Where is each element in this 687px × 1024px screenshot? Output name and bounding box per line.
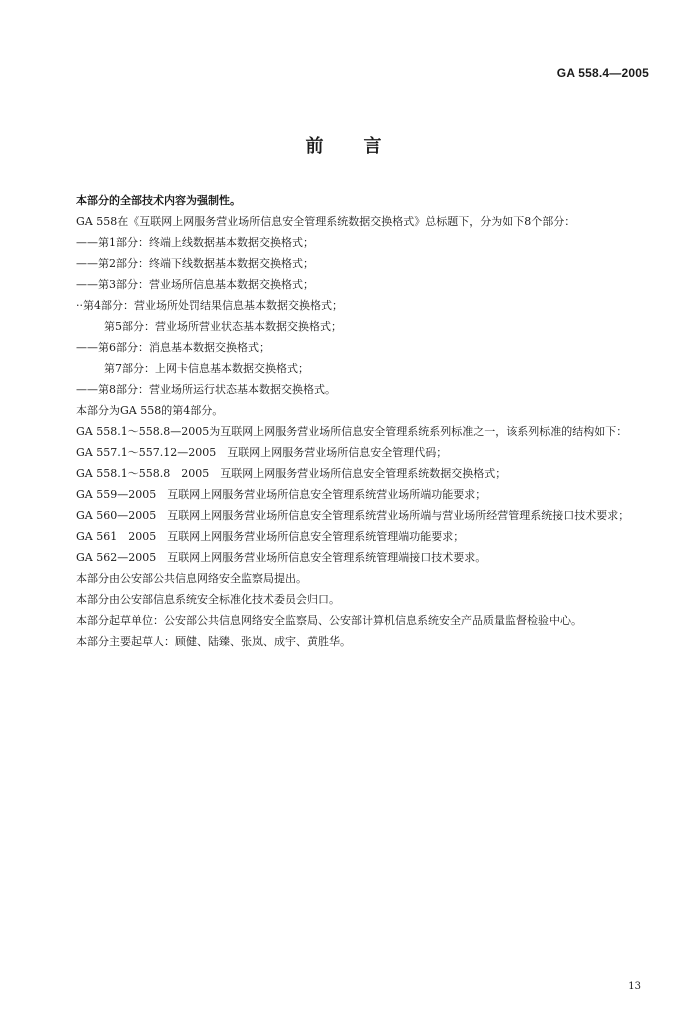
mandatory-statement: 本部分的全部技术内容为强制性。 xyxy=(76,194,241,207)
series-list-item: GA 559—2005 互联网上网服务营业场所信息安全管理系统营业场所端功能要求； xyxy=(76,488,487,501)
series-intro-paragraph: GA 558.1～558.8—2005为互联网上网服务营业场所信息安全管理系统系列标准之一，该系列标准的结构如下： xyxy=(76,425,628,438)
page-number: 13 xyxy=(628,981,641,992)
drafters-statement: 本部分主要起草人：顾健、陆臻、张岚、成宇、黄胜华。 xyxy=(76,635,351,648)
intro-paragraph: GA 558在《互联网上网服务营业场所信息安全管理系统数据交换格式》总标题下，分为如下8个部分： xyxy=(76,215,576,228)
part-list-item: 第7部分：上网卡信息基本数据交换格式； xyxy=(104,362,309,375)
part-list-item: ——第3部分：营业场所信息基本数据交换格式； xyxy=(76,278,314,291)
this-part-statement: 本部分为GA 558的第4部分。 xyxy=(76,404,224,417)
managed-by-statement: 本部分由公安部信息系统安全标准化技术委员会归口。 xyxy=(76,593,340,606)
drafting-units-statement: 本部分起草单位：公安部公共信息网络安全监察局、公安部计算机信息系统安全产品质量监督检验中心。 xyxy=(76,614,582,627)
document-code: GA 558.4—2005 xyxy=(556,66,649,80)
part-list-item: ——第1部分：终端上线数据基本数据交换格式； xyxy=(76,236,314,249)
series-list-item: GA 558.1～558.8 2005 互联网上网服务营业场所信息安全管理系统数据交换格式； xyxy=(76,467,507,480)
proposed-by-statement: 本部分由公安部公共信息网络安全监察局提出。 xyxy=(76,572,307,585)
part-list-item: 第5部分：营业场所营业状态基本数据交换格式； xyxy=(104,320,342,333)
part-list-item: ——第8部分：营业场所运行状态基本数据交换格式。 xyxy=(76,383,336,396)
series-list-item: GA 562—2005 互联网上网服务营业场所信息安全管理系统管理端接口技术要求。 xyxy=(76,551,487,564)
series-list-item: GA 561 2005 互联网上网服务营业场所信息安全管理系统管理端功能要求； xyxy=(76,530,465,543)
series-list-item: GA 557.1～557.12—2005 互联网上网服务营业场所信息安全管理代码； xyxy=(76,446,448,459)
part-list-item: ——第2部分：终端下线数据基本数据交换格式； xyxy=(76,257,314,270)
foreword-body xyxy=(60,191,654,653)
series-list-item: GA 560—2005 互联网上网服务营业场所信息安全管理系统营业场所端与营业场所经营管理系统接口技术要求； xyxy=(76,509,630,522)
page-title: 前言 xyxy=(305,136,422,157)
part-list-item: ··第4部分：营业场所处罚结果信息基本数据交换格式； xyxy=(76,299,343,312)
part-list-item: ——第6部分：消息基本数据交换格式； xyxy=(76,341,270,354)
